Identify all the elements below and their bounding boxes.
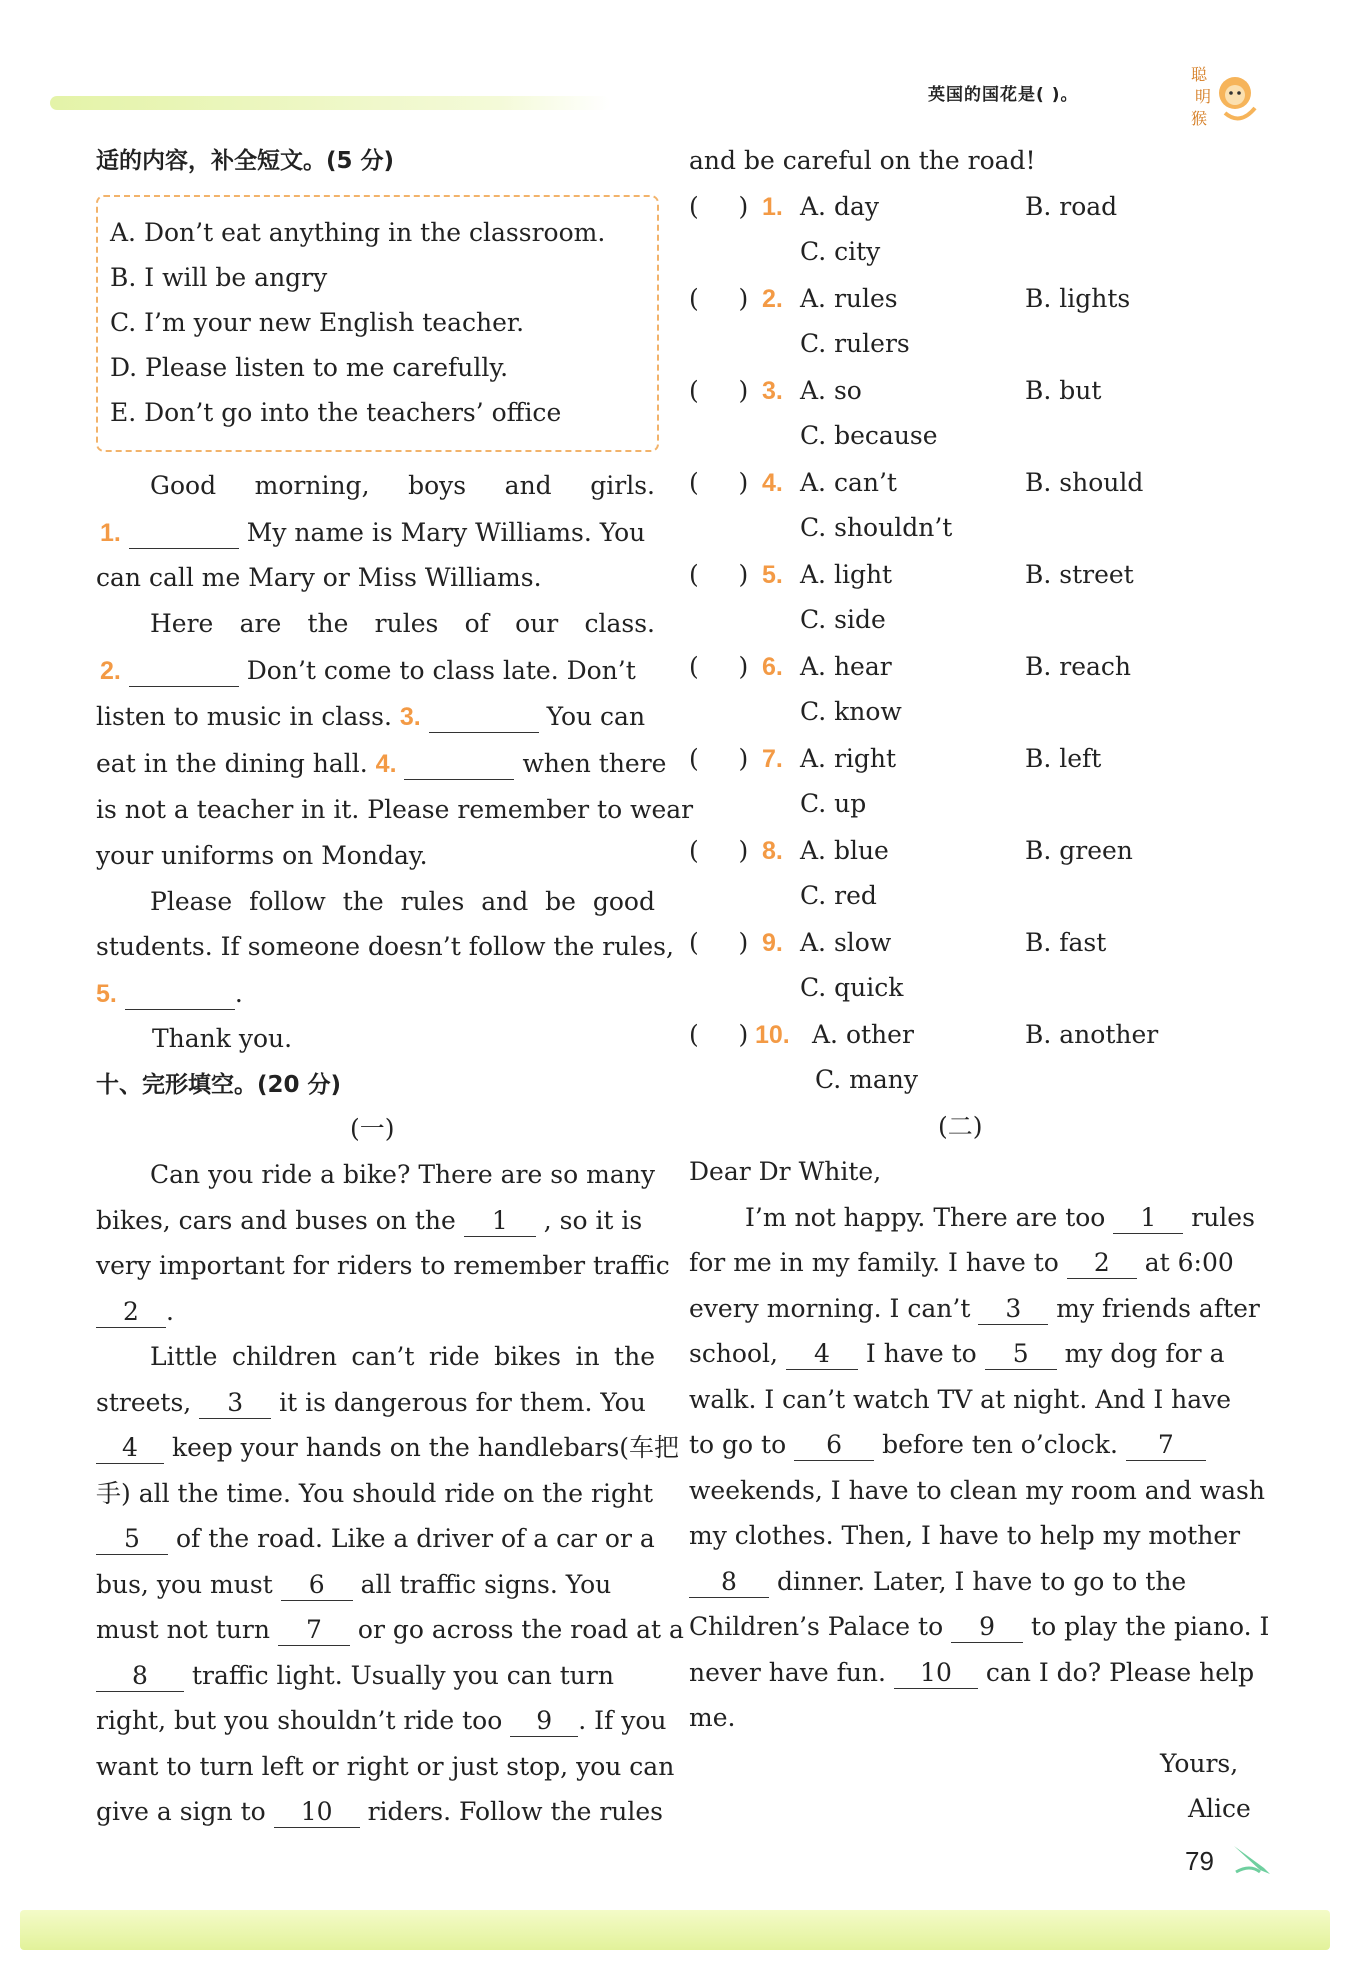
cloze-line: very important for riders to remember traffic <box>96 1251 670 1280</box>
choice-c[interactable]: C. quick <box>800 973 904 1002</box>
header-question: 英国的国花是( )。 <box>928 85 1079 105</box>
letter-blank[interactable]: 1 <box>1113 1203 1183 1234</box>
letter-line: for me in my family. I have to 2 at 6:00 <box>689 1248 1234 1277</box>
bottom-decor-bar <box>20 1910 1330 1950</box>
part-one-label: (一) <box>350 1114 395 1143</box>
letter-line: weekends, I have to clean my room and wash <box>689 1476 1265 1505</box>
cloze-blank[interactable]: 9 <box>510 1706 578 1737</box>
passage-line: 5. . <box>96 979 243 1008</box>
monkey-logo-icon <box>1185 58 1260 128</box>
letter-line: to go to 6 before ten o’clock. 7 <box>689 1430 1206 1461</box>
passage-line: Here are the rules of our class. <box>150 609 655 638</box>
passage-line: can call me Mary or Miss Williams. <box>96 563 542 592</box>
letter-blank[interactable]: 6 <box>794 1430 874 1461</box>
choice-b[interactable]: B. fast <box>1025 928 1107 957</box>
choice-c[interactable]: C. side <box>800 605 886 634</box>
option-d: D. Please listen to me carefully. <box>110 353 509 382</box>
svg-text:明: 明 <box>1195 87 1212 106</box>
blank-5[interactable] <box>125 979 235 1010</box>
letter-blank[interactable]: 10 <box>894 1658 978 1689</box>
letter-closing: Yours, <box>1160 1749 1239 1778</box>
choice-c[interactable]: C. city <box>800 237 881 266</box>
letter-blank[interactable]: 3 <box>978 1294 1048 1325</box>
passage-line: students. If someone doesn’t follow the rules, <box>96 932 674 961</box>
cloze-blank[interactable]: 10 <box>274 1797 360 1828</box>
choice-number: 4. <box>762 469 783 497</box>
choice-b[interactable]: B. road <box>1025 192 1118 221</box>
choice-b[interactable]: B. lights <box>1025 284 1131 313</box>
cloze-line: give a sign to 10 riders. Follow the rules <box>96 1797 664 1826</box>
passage-line: 2. Don’t come to class late. Don’t <box>100 656 636 685</box>
choice-number: 10. <box>755 1021 790 1049</box>
letter-line: walk. I can’t watch TV at night. And I have <box>689 1385 1232 1414</box>
letter-blank[interactable]: 5 <box>985 1339 1057 1370</box>
choice-number: 5. <box>762 561 783 589</box>
choice-a[interactable]: A. slow <box>800 928 892 957</box>
answer-paren[interactable]: ( ) <box>689 836 749 865</box>
cloze-line: must not turn 7 or go across the road at a <box>96 1615 684 1644</box>
choice-b[interactable]: B. should <box>1025 468 1144 497</box>
answer-paren[interactable]: ( ) <box>689 192 749 221</box>
choice-number: 6. <box>762 653 783 681</box>
answer-paren[interactable]: ( ) <box>689 652 749 681</box>
passage-line: is not a teacher in it. Please remember to wear <box>96 795 694 824</box>
cloze-line: 4 keep your hands on the handlebars(车把 <box>96 1433 679 1464</box>
cloze-line: right, but you shouldn’t ride too 9 . If you <box>96 1706 667 1735</box>
cloze-line: 5 of the road. Like a driver of a car or a <box>96 1524 655 1555</box>
cloze-blank[interactable]: 8 <box>96 1661 184 1692</box>
passage-line: Thank you. <box>152 1024 293 1053</box>
cloze-line: Little children can’t ride bikes in the <box>150 1342 655 1371</box>
cloze-line: Can you ride a bike? There are so many <box>150 1160 655 1189</box>
answer-paren[interactable]: ( ) <box>689 468 749 497</box>
cloze-line: bikes, cars and buses on the 1 , so it is <box>96 1206 643 1235</box>
passage-line: 1. My name is Mary Williams. You <box>100 518 646 547</box>
choice-a[interactable]: A. day <box>800 192 879 221</box>
letter-line: I’m not happy. There are too 1 rules <box>745 1203 1255 1232</box>
pen-decoration-icon <box>1230 1838 1280 1878</box>
letter-blank[interactable]: 4 <box>786 1339 858 1370</box>
choice-b[interactable]: B. reach <box>1025 652 1132 681</box>
choice-number: 8. <box>762 837 783 865</box>
cloze-line: want to turn left or right or just stop, you can <box>96 1752 675 1781</box>
choice-number: 1. <box>762 193 783 221</box>
choice-a[interactable]: A. so <box>800 376 862 405</box>
letter-line: me. <box>689 1703 736 1732</box>
letter-line: Dear Dr White, <box>689 1157 882 1186</box>
option-a: A. Don’t eat anything in the classroom. <box>110 218 606 247</box>
cloze-blank[interactable]: 7 <box>278 1615 350 1646</box>
cloze-line: streets, 3 it is dangerous for them. You <box>96 1388 646 1417</box>
letter-blank[interactable]: 8 <box>689 1567 769 1598</box>
choice-c[interactable]: C. because <box>800 421 938 450</box>
choice-c[interactable]: C. many <box>815 1065 918 1094</box>
letter-line: my clothes. Then, I have to help my mother <box>689 1521 1241 1550</box>
letter-line: never have fun. 10 can I do? Please help <box>689 1658 1255 1687</box>
passage-line: Good morning, boys and girls. <box>150 471 655 500</box>
passage-line: your uniforms on Monday. <box>96 841 428 870</box>
cloze-line: bus, you must 6 all traffic signs. You <box>96 1570 612 1599</box>
cloze-blank[interactable]: 2 <box>96 1297 166 1328</box>
choice-a[interactable]: A. right <box>800 744 897 773</box>
blank-1[interactable] <box>129 518 239 549</box>
letter-line: every morning. I can’t 3 my friends after <box>689 1294 1260 1323</box>
choice-b[interactable]: B. street <box>1025 560 1134 589</box>
choice-a[interactable]: A. rules <box>800 284 898 313</box>
cloze-blank[interactable]: 6 <box>281 1570 353 1601</box>
answer-paren[interactable]: ( ) <box>689 928 749 957</box>
letter-signature: Alice <box>1188 1794 1251 1823</box>
choice-a[interactable]: A. blue <box>800 836 889 865</box>
blank-4[interactable] <box>404 749 514 780</box>
answer-paren[interactable]: ( ) <box>689 560 749 589</box>
choice-c[interactable]: C. rulers <box>800 329 910 358</box>
choice-c[interactable]: C. shouldn’t <box>800 513 953 542</box>
option-b: B. I will be angry <box>110 263 328 292</box>
choice-number: 2. <box>762 285 783 313</box>
option-e: E. Don’t go into the teachers’ office <box>110 398 562 427</box>
answer-paren[interactable]: ( ) <box>689 744 749 773</box>
letter-line: Children’s Palace to 9 to play the piano. I <box>689 1612 1270 1641</box>
letter-line: 8 dinner. Later, I have to go to the <box>689 1567 1186 1598</box>
choice-b[interactable]: B. green <box>1025 836 1133 865</box>
option-c: C. I’m your new English teacher. <box>110 308 525 337</box>
answer-paren[interactable]: ( ) <box>689 284 749 313</box>
svg-text:聪: 聪 <box>1191 65 1208 84</box>
passage-line: Please follow the rules and be good <box>150 887 655 916</box>
choice-number: 3. <box>762 377 783 405</box>
answer-paren[interactable]: ( ) <box>689 1020 749 1049</box>
choice-number: 7. <box>762 745 783 773</box>
choice-a[interactable]: A. hear <box>800 652 892 681</box>
choice-b[interactable]: B. but <box>1025 376 1102 405</box>
letter-blank[interactable]: 2 <box>1067 1248 1137 1279</box>
cloze-blank[interactable]: 4 <box>96 1433 164 1464</box>
cloze-blank[interactable]: 3 <box>199 1388 271 1419</box>
letter-blank[interactable]: 9 <box>951 1612 1023 1643</box>
top-decor-bar <box>50 96 610 110</box>
cloze-blank[interactable]: 5 <box>96 1524 168 1555</box>
cloze-line: 手) all the time. You should ride on the right <box>96 1479 654 1508</box>
blank-3[interactable] <box>429 702 539 733</box>
blank-2[interactable] <box>129 656 239 687</box>
choice-a[interactable]: A. can’t <box>800 468 897 497</box>
letter-blank[interactable]: 7 <box>1126 1430 1206 1461</box>
svg-text:猴: 猴 <box>1191 109 1208 128</box>
choice-c[interactable]: C. red <box>800 881 877 910</box>
choice-b[interactable]: B. another <box>1025 1020 1159 1049</box>
section10-title: 十、完形填空。(20 分) <box>96 1072 342 1098</box>
choice-number: 9. <box>762 929 783 957</box>
page-number: 79 <box>1185 1846 1214 1876</box>
choice-a[interactable]: A. other <box>812 1020 914 1049</box>
cloze-line: 8 traffic light. Usually you can turn <box>96 1661 614 1692</box>
part-two-label: (二) <box>938 1112 983 1141</box>
passage-line: eat in the dining hall. 4. when there <box>96 749 667 778</box>
passage-line: and be careful on the road! <box>689 146 1036 175</box>
cloze-line: 2 . <box>96 1297 174 1328</box>
cloze-blank[interactable]: 1 <box>464 1206 536 1237</box>
answer-paren[interactable]: ( ) <box>689 376 749 405</box>
choice-c[interactable]: C. know <box>800 697 902 726</box>
choice-c[interactable]: C. up <box>800 789 867 818</box>
letter-line: school, 4 I have to 5 my dog for a <box>689 1339 1225 1368</box>
choice-b[interactable]: B. left <box>1025 744 1102 773</box>
choice-a[interactable]: A. light <box>800 560 893 589</box>
section9-title: 适的内容，补全短文。(5 分) <box>96 148 395 174</box>
passage-line: listen to music in class. 3. You can <box>96 702 646 731</box>
